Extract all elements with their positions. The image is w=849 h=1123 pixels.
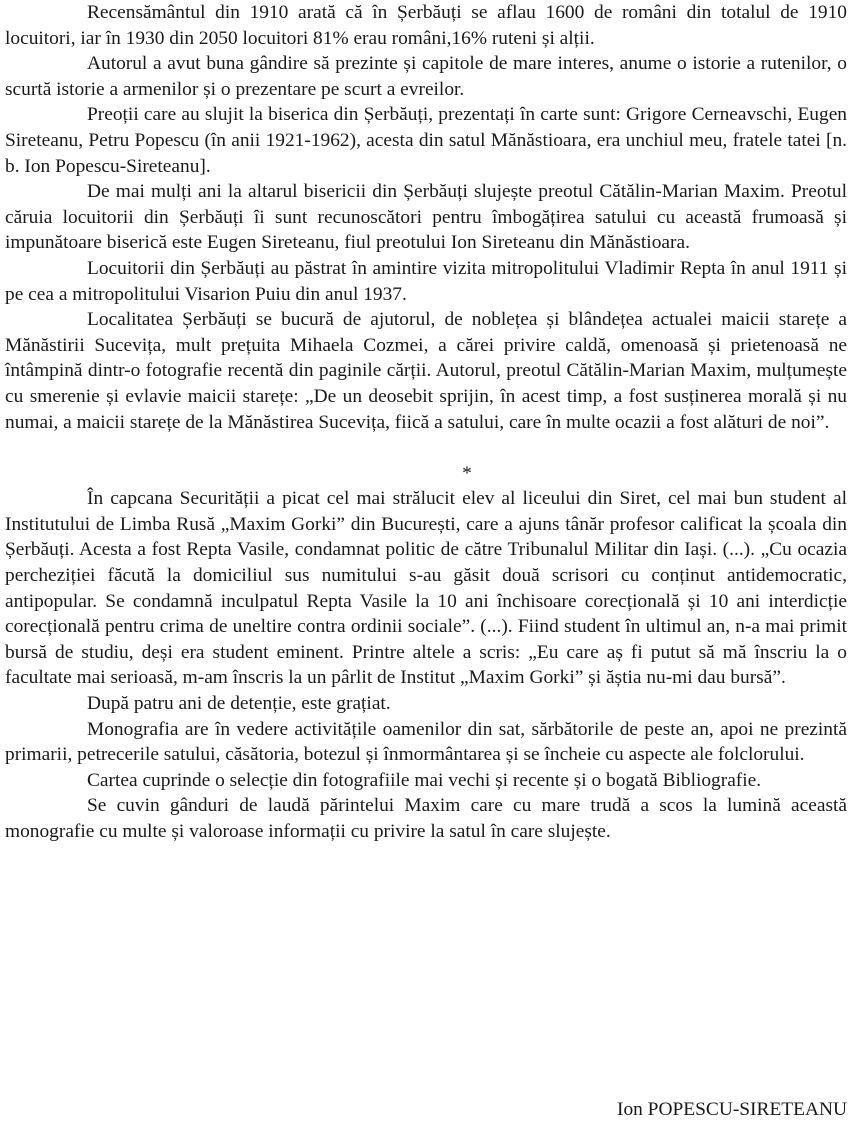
- paragraph-praise: Se cuvin gânduri de laudă părintelui Maxim care cu mare trudă a scos la lumină această monografie cu multe și valoroase informații cu privire la satul în care slujește.: [5, 795, 847, 842]
- paragraph-chapters: Autorul a avut buna gândire să prezinte și capitole de mare interes, anume o istorie a rutenilor, o scurtă istorie a armenilor și o prezentare pe scurt a evreilor.: [5, 53, 847, 100]
- paragraph-pardon: După patru ani de detenție, este grațiat.: [87, 693, 391, 715]
- paragraph-census: Recensământul din 1910 arată că în Șerbăuți se aflau 1600 de români din totalul de 1910 locuitori, iar în 1930 din 2050 locuitori 81% erau români,16% ruteni și alții.: [5, 2, 847, 49]
- section-gap: [5, 435, 847, 461]
- paragraph-photos: Cartea cuprinde o selecție din fotografiile mai vechi și recente și o bogată Bibliografie.: [87, 769, 762, 791]
- paragraph-abbess: Localitatea Șerbăuți se bucură de ajutorul, de noblețea și blândețea actualei maicii starețe a Mănăstirii Sucevița, mult prețuita Mihaela Cozmei, a cărei privire caldă, omenoasă și prietenoasă ne întâmpină dintr-o fotografie recentă din paginile cărții. Autorul, preotul Cătălin-Marian Maxim, mulțumește cu smerenie și evlavie maicii starețe: „De un deosebit sprijin, în acest timp, a fost susținerea morală și nu numai, a maicii starețe de la Mănăstirea Sucevița, fiică a satului, care în multe ocazii a fost alături de noi”.: [5, 309, 847, 433]
- paragraph-securitate: În capcana Securității a picat cel mai strălucit elev al liceului din Siret, cel mai bun student al Institutului de Limba Rusă „Maxim Gorki” din București, care a ajuns tânăr profesor calificat la școala din Șerbăuți. Acesta a fost Repta Vasile, condamnat politic de către Tribunalul Militar din Iași. (...). „Cu ocazia percheziției făcută la domiciliul sus numitului s-au găsit două scrisori cu conținut antidemocratic, antipopular. Se condamnă inculpatul Repta Vasile la 10 ani închisoare corecțională și 10 ani interdicție corecțională pentru crima de uneltire contra ordinii sociale”. (...). Fiind student în ultimul an, n-a mai primit bursă de studiu, deși era student eminent. Printre altele a scris: „Eu care aș fi putut să mă înscriu la o facultate mai serioasă, m-am înscris la un pârlit de Institut „Maxim Gorki” și ăștia nu-mi dau bursă”.: [5, 488, 847, 689]
- paragraph-current-priest: De mai mulți ani la altarul bisericii din Șerbăuți slujește preotul Cătălin-Marian Maxim. Preotul căruia locuitorii din Șerbăuți îi sunt recunoscători pentru îmbogățirea satului cu această frumoasă și impunătoare biserică este Eugen Sireteanu, fiul preotului Ion Sireteanu din Mănăstioara.: [5, 181, 847, 254]
- document-page: [5, 0, 847, 845]
- paragraph-priests: Preoții care au slujit la biserica din Șerbăuți, prezentați în carte sunt: Grigore Cerneavschi, Eugen Sireteanu, Petru Popescu (în anii 1921-1962), acesta din satul Mănăstioara, era unchiul meu, fratele tatei [n. b. Ion Popescu-Sireteanu].: [5, 104, 847, 177]
- paragraph-metropolitans: Locuitorii din Șerbăuți au păstrat în amintire vizita mitropolitului Vladimir Repta în anul 1911 și pe cea a mitropolitului Visarion Puiu din anul 1937.: [5, 257, 847, 305]
- paragraph-monograph: Monografia are în vedere activitățile oamenilor din sat, sărbătorile de peste an, apoi ne prezintă primarii, petrecerile satului, căsătoria, botezul și înmormântarea și se încheie cu aspecte ale folclorului.: [5, 718, 847, 766]
- author-signature: Ion POPESCU-SIRETEANU: [616, 1099, 847, 1120]
- section-separator: *: [462, 462, 472, 484]
